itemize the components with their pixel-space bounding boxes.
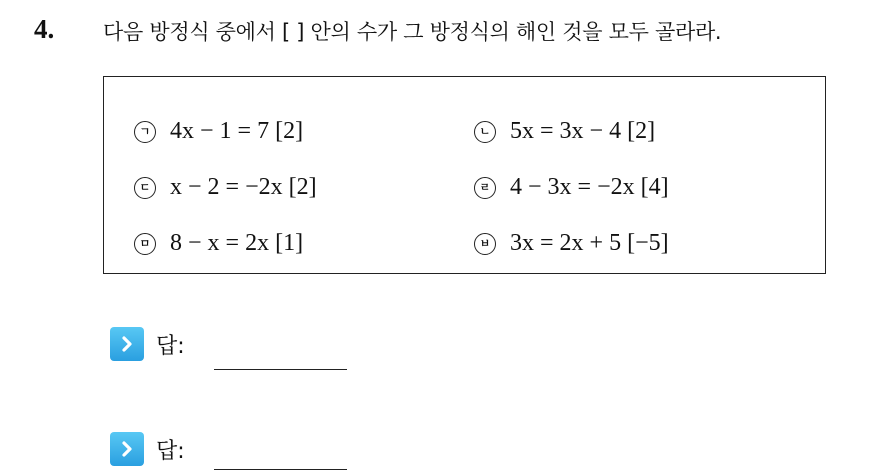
option-marker: ㄱ (134, 121, 156, 143)
answer-label: 답: (156, 438, 185, 464)
chevron-right-icon (110, 432, 144, 466)
option-1 (134, 118, 303, 145)
option-equation: 4 − 3x = −2x [4] (510, 174, 669, 200)
option-marker: ㅂ (474, 233, 496, 255)
question-text: 다음 방정식 중에서 [ ] 안의 수가 그 방정식의 해인 것을 모두 골라라. (103, 20, 722, 44)
chevron-right-icon (110, 327, 144, 361)
option-equation: x − 2 = −2x [2] (170, 174, 317, 200)
option-equation: 8 − x = 2x [1] (170, 230, 304, 256)
option-marker: ㅁ (134, 233, 156, 255)
option-equation: 3x = 2x + 5 [−5] (510, 230, 669, 256)
option-3 (134, 174, 317, 201)
answer-row-1 (110, 327, 185, 361)
question-number: 4. (34, 14, 55, 44)
option-marker: ㄹ (474, 177, 496, 199)
answer-blank-1[interactable] (214, 369, 347, 370)
option-equation: 5x = 3x − 4 [2] (510, 118, 656, 144)
answer-label: 답: (156, 333, 185, 359)
option-6 (474, 230, 669, 257)
answer-row-2 (110, 432, 185, 466)
option-4 (474, 174, 669, 201)
option-equation: 4x − 1 = 7 [2] (170, 118, 304, 144)
answer-blank-2[interactable] (214, 469, 347, 470)
option-marker: ㄴ (474, 121, 496, 143)
option-marker: ㄷ (134, 177, 156, 199)
option-2 (474, 118, 655, 145)
option-5 (134, 230, 303, 257)
